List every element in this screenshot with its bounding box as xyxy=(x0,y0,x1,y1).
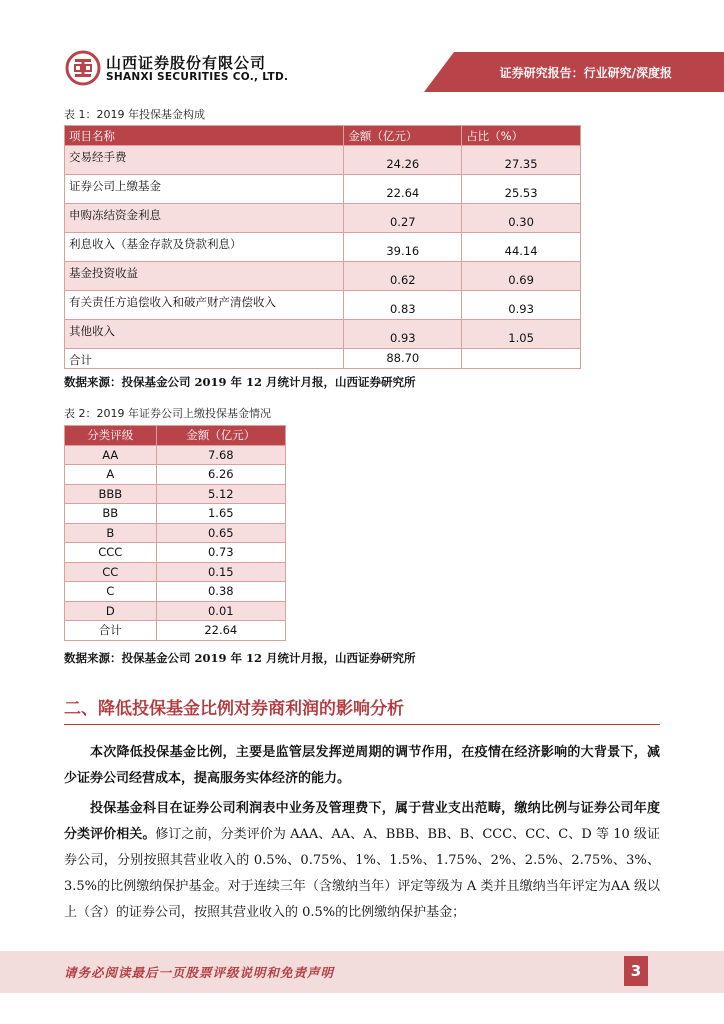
paragraph-2-bold: 投保基金科目在证券公司利润表中业务及管理费下，属于营业支出范畴，缴纳比例与证券公司年度分类评价相关。 xyxy=(64,801,660,842)
amount-cell: 5.12 xyxy=(156,484,285,504)
rating-cell: BBB xyxy=(65,484,157,504)
report-type: 证券研究报告：行业研究/深度报 xyxy=(499,66,672,80)
table-row xyxy=(65,562,286,582)
amount-cell: 6.26 xyxy=(156,465,285,485)
table-row xyxy=(65,523,286,543)
share-cell: 1.05 xyxy=(462,320,581,349)
item-name: 基金投资收益 xyxy=(65,262,344,291)
item-name: 利息收入（基金存款及贷款利息） xyxy=(65,233,344,262)
amount-cell: 22.64 xyxy=(156,621,285,641)
table-row xyxy=(65,233,581,262)
rating-cell: B xyxy=(65,523,157,543)
amount-cell: 88.70 xyxy=(344,349,462,369)
item-name: 其他收入 xyxy=(65,320,344,349)
item-name: 证券公司上缴基金 xyxy=(65,175,344,204)
section-title: 二、降低投保基金比例对券商利润的影响分析 xyxy=(64,699,404,719)
share-cell: 25.53 xyxy=(462,175,581,204)
rating-cell: CC xyxy=(65,562,157,582)
company-name-en: SHANXI SECURITIES CO., LTD. xyxy=(106,71,289,83)
table-row xyxy=(65,175,581,204)
paragraph-2 xyxy=(64,796,660,926)
table2 xyxy=(64,425,286,641)
column-header: 金额（亿元） xyxy=(344,126,462,146)
share-cell: 0.93 xyxy=(462,291,581,320)
company-name-cn: 山西证券股份有限公司 xyxy=(106,54,267,72)
table1-caption: 表 1：2019 年投保基金构成 xyxy=(64,108,205,121)
amount-cell: 22.64 xyxy=(344,175,462,204)
column-header: 项目名称 xyxy=(65,126,344,146)
table-row xyxy=(65,504,286,524)
paragraph-1-text: 本次降低投保基金比例，主要是监管层发挥逆周期的调节作用，在疫情在经济影响的大背景下，减少证券公司经营成本，提高服务实体经济的能力。 xyxy=(64,745,660,786)
amount-cell: 0.83 xyxy=(344,291,462,320)
rating-cell: D xyxy=(65,601,157,621)
share-cell: 44.14 xyxy=(462,233,581,262)
table-row xyxy=(65,320,581,349)
table-row xyxy=(65,445,286,465)
table-row xyxy=(65,484,286,504)
amount-cell: 0.73 xyxy=(156,543,285,563)
item-name: 合计 xyxy=(65,349,344,369)
item-name: 有关责任方追偿收入和破产财产清偿收入 xyxy=(65,291,344,320)
table-row xyxy=(65,262,581,291)
rating-cell: CCC xyxy=(65,543,157,563)
table-row xyxy=(65,291,581,320)
section-divider xyxy=(64,724,660,725)
table-row xyxy=(65,204,581,233)
amount-cell: 0.93 xyxy=(344,320,462,349)
column-header: 金额（亿元） xyxy=(156,426,285,446)
amount-cell: 24.26 xyxy=(344,146,462,175)
amount-cell: 0.38 xyxy=(156,582,285,602)
table-row xyxy=(65,543,286,563)
table-row xyxy=(65,601,286,621)
table-header-row xyxy=(65,126,581,146)
table-row xyxy=(65,146,581,175)
amount-cell: 1.65 xyxy=(156,504,285,524)
share-cell: 0.69 xyxy=(462,262,581,291)
table-total-row xyxy=(65,621,286,641)
amount-cell: 0.01 xyxy=(156,601,285,621)
amount-cell: 0.15 xyxy=(156,562,285,582)
amount-cell: 0.65 xyxy=(156,523,285,543)
table1 xyxy=(64,125,581,369)
table1-source: 数据来源：投保基金公司 2019 年 12 月统计月报，山西证券研究所 xyxy=(64,375,416,389)
rating-cell: A xyxy=(65,465,157,485)
footer-disclaimer: 请务必阅读最后一页股票评级说明和免责声明 xyxy=(64,965,335,980)
page-header xyxy=(0,0,724,95)
table-row xyxy=(65,582,286,602)
column-header: 分类评级 xyxy=(65,426,157,446)
table-header-row xyxy=(65,426,286,446)
table2-source: 数据来源：投保基金公司 2019 年 12 月统计月报，山西证券研究所 xyxy=(64,651,416,665)
table-row xyxy=(65,465,286,485)
amount-cell: 0.27 xyxy=(344,204,462,233)
rating-cell: 合计 xyxy=(65,621,157,641)
item-name: 申购冻结资金利息 xyxy=(65,204,344,233)
share-cell: 0.30 xyxy=(462,204,581,233)
rating-cell: AA xyxy=(65,445,157,465)
amount-cell: 39.16 xyxy=(344,233,462,262)
paragraph-1 xyxy=(64,740,660,792)
page-number: 3 xyxy=(624,956,648,986)
table-total-row xyxy=(65,349,581,369)
paragraph-2-text: 修订之前，分类评价为 AAA、AA、A、BBB、BB、B、CCC、CC、C、D 等 10 级证券公司，分别按照其营业收入的 0.5%、0.75%、1%、1.5%、1.75%、2%、2.5%、2.75%、3%、3.5%的比例缴纳保护基金。对于连续三年（含缴纳当年）评定等级为 A 类并且缴纳当年评定为AA 级以上（含）的证券公司，按照其营业收入的 0.5%的比例缴纳保护基金； xyxy=(64,827,660,920)
item-name: 交易经手费 xyxy=(65,146,344,175)
share-cell: 27.35 xyxy=(462,146,581,175)
column-header: 占比（%） xyxy=(462,126,581,146)
rating-cell: C xyxy=(65,582,157,602)
amount-cell: 7.68 xyxy=(156,445,285,465)
company-logo-icon xyxy=(65,50,101,86)
amount-cell: 0.62 xyxy=(344,262,462,291)
share-cell xyxy=(462,349,581,369)
table2-caption: 表 2：2019 年证券公司上缴投保基金情况 xyxy=(64,407,271,420)
rating-cell: BB xyxy=(65,504,157,524)
